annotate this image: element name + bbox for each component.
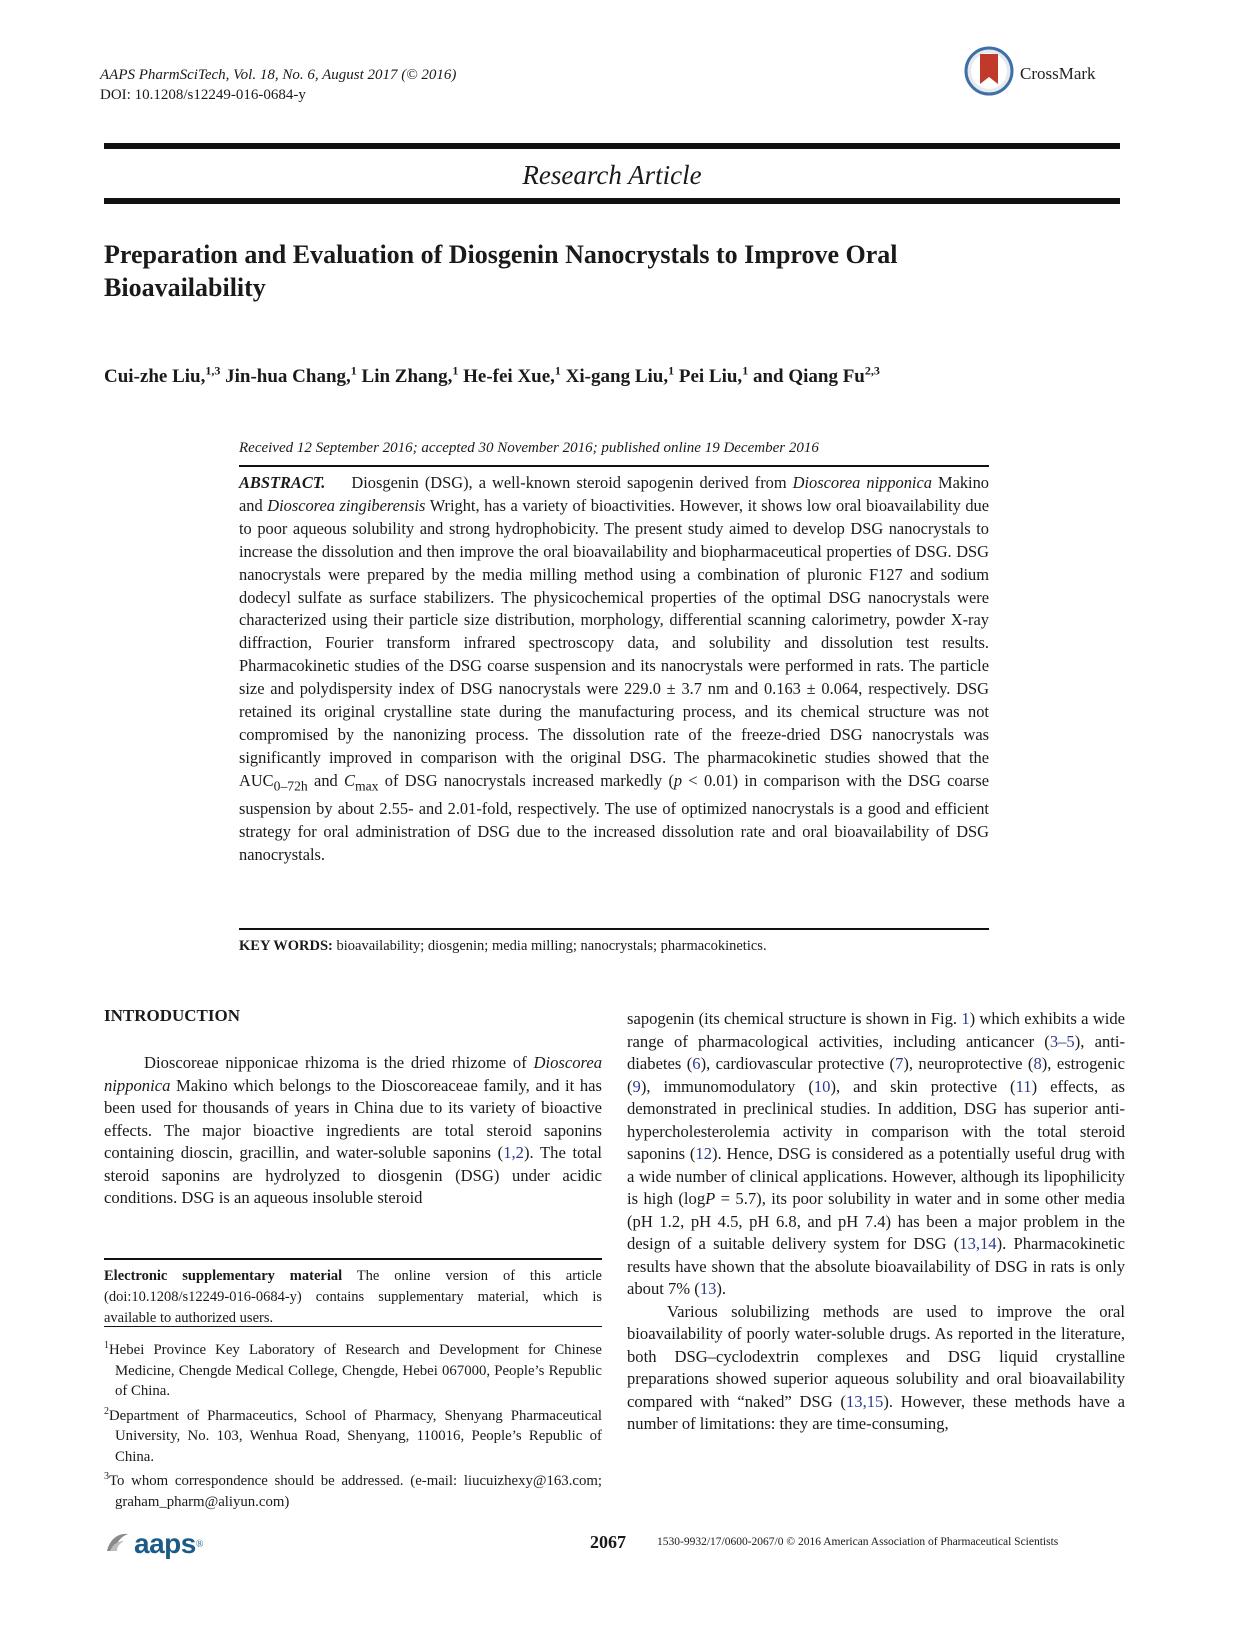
supplementary-material-note: Electronic supplementary material The online version of this article (doi:10.1208/s12249-016-0684-y) contains supplementary material, which is available to authorized users. bbox=[104, 1268, 602, 1326]
doi: DOI: 10.1208/s12249-016-0684-y bbox=[100, 87, 306, 103]
page-number: 2067 bbox=[590, 1532, 626, 1552]
aaps-wordmark: aaps bbox=[134, 1528, 196, 1559]
section-heading-introduction: INTRODUCTION bbox=[104, 1006, 241, 1025]
author[interactable]: Jin-hua Chang,$^1$ bbox=[225, 364, 357, 388]
author[interactable]: Pei Liu,$^1$ bbox=[678, 364, 749, 388]
top-rule bbox=[104, 143, 1120, 149]
aaps-swoosh-icon bbox=[104, 1531, 130, 1558]
citation-link[interactable]: 6 bbox=[692, 1054, 701, 1073]
citation-link[interactable]: 7 bbox=[895, 1054, 904, 1073]
author[interactable]: Cui-zhe Liu,$^{1,3}$ bbox=[104, 364, 221, 388]
author[interactable]: Lin Zhang,$^1$ bbox=[361, 364, 459, 388]
crossmark-label: CrossMark bbox=[1020, 63, 1096, 83]
crossmark-icon bbox=[964, 46, 1014, 101]
affiliations bbox=[104, 1336, 602, 1513]
citation-link[interactable]: 8 bbox=[1033, 1054, 1042, 1073]
citation-link[interactable]: 1,2 bbox=[503, 1143, 524, 1162]
citation-link[interactable]: 13 bbox=[699, 1279, 717, 1298]
keywords-label: KEY WORDS: bbox=[239, 938, 333, 954]
abstract-label: ABSTRACT. bbox=[239, 473, 326, 492]
esm-label: Electronic supplementary material bbox=[104, 1268, 343, 1284]
article-type: Research Article bbox=[522, 160, 702, 190]
footnote-rule bbox=[104, 1258, 602, 1260]
abstract: ABSTRACT. Diosgenin (DSG), a well-known steroid sapogenin derived from Dioscorea nipponica Makino and Dioscorea zingiberensis Wright, has a variety of bioactivities. However, it shows low oral bioavailability due to poor aqueous solubility and strong hydrophobicity. The present study aimed to develop DSG nanocrystals to increase the dissolution and then improve the oral bioavailability and biopharmaceutical properties of DSG. DSG nanocrystals were prepared by the media milling method using a combination of pluronic F127 and sodium dodecyl sulfate as surface stabilizers. The physicochemical properties of the optimal DSG nanocrystals were characterized using their particle size distribution, morphology, differential scanning calorimetry, powder X-ray diffraction, Fourier transform infrared spectroscopy data, and solubility and dissolution test results. Pharmacokinetic studies of the DSG coarse suspension and its nanocrystals were performed in rats. The particle size and polydispersity index of DSG nanocrystals were 229.0 ± 3.7 nm and 0.163 ± 0.064, respectively. DSG retained its original crystalline state during the manufacturing process, and its chemical structure was not compromised by the nanonizing process. The dissolution rate of the freeze-dried DSG nanocrystals was significantly improved in comparison with the original DSG. The pharmacokinetic studies showed that the $AUC_{0-72h}$ and $C_{max}$ of DSG nanocrystals increased markedly (p < 0.01) in comparison with the DSG coarse suspension by about 2.55- and 2.01-fold, respectively. The use of optimized nanocrystals is a good and efficient strategy for oral administration of DSG due to the increased dissolution rate and oral bioavailability of DSG nanocrystals. bbox=[239, 473, 990, 864]
aaps-logo bbox=[104, 1528, 203, 1560]
author-list bbox=[104, 364, 880, 388]
registered-mark: ® bbox=[195, 1538, 204, 1550]
journal-citation: AAPS PharmSciTech, Vol. 18, No. 6, August 2017 (© 2016) bbox=[100, 67, 457, 83]
citation-link[interactable]: 13,15 bbox=[845, 1391, 884, 1411]
intro-paragraph-2: Various solubilizing methods are used to improve the oral bioavailability of poorly water-soluble drugs. As reported in the literature, both DSG–cyclodextrin complexes and DSG liquid crystalline preparations showed superior aqueous solubility and oral bioavailability compared with “naked” DSG (13,15). However, these methods have a number of limitations: they are time-consuming, bbox=[627, 1301, 1126, 1433]
article-title: Preparation and Evaluation of Diosgenin Nanocrystals to Improve Oral Bioavailability bbox=[104, 240, 898, 302]
citation-link[interactable]: 9 bbox=[632, 1076, 641, 1096]
correspondence-note: $^3$To whom correspondence should be addressed. (e-mail: liucuizhexy@163.com; graham_pharm@aliyun.com) bbox=[104, 1471, 602, 1510]
citation-link[interactable]: 10 bbox=[813, 1076, 831, 1096]
author[interactable]: He-fei Xue,$^1$ bbox=[463, 364, 561, 388]
affiliation-1: $^1$Hebei Province Key Laboratory of Research and Development for Chinese Medicine, Chengde Medical College, Chengde, Hebei 067000, People’s Republic of China. bbox=[104, 1340, 602, 1400]
citation-link[interactable]: 13,14 bbox=[959, 1234, 997, 1253]
affiliation-2: $^2$Department of Pharmaceutics, School of Pharmacy, Shenyang Pharmaceutical University, No. 103, Wenhua Road, Shenyang, 110016, People’s Republic of China. bbox=[104, 1405, 602, 1465]
header-rule bbox=[104, 198, 1120, 204]
author[interactable]: and Qiang Fu$^{2,3}$ bbox=[752, 364, 880, 388]
keywords: KEY WORDS: bioavailability; diosgenin; media milling; nanocrystals; pharmacokinetics. bbox=[239, 938, 767, 954]
crossmark-badge[interactable] bbox=[964, 46, 1096, 101]
author[interactable]: Xi-gang Liu,$^1$ bbox=[565, 364, 675, 388]
citation-link[interactable]: 11 bbox=[1015, 1076, 1032, 1096]
esm-rule bbox=[104, 1326, 602, 1327]
received-dates: Received 12 September 2016; accepted 30 November 2016; published online 19 December 2016 bbox=[239, 440, 819, 456]
copyright-line: 1530-9932/17/0600-2067/0 © 2016 American Association of Pharmaceutical Scientists bbox=[657, 1536, 1059, 1548]
abstract-top-rule bbox=[239, 465, 989, 467]
intro-paragraph-continued: sapogenin (its chemical structure is shown in Fig. 1) which exhibits a wide range of pharmacological activities, including anticancer (3–5), anti-diabetes (6), cardiovascular protective (7), neuroprotective (8), estrogenic (9), immunomodulatory (10), and skin protective (11) effects, as demonstrated in preclinical studies. In addition, DSG has superior anti-hypercholesterolemia activity in comparison with the total steroid saponins (12). Hence, DSG is considered as a potentially useful drug with a wide number of clinical applications. However, although its lipophilicity is high (logP = 5.7), its poor solubility in water and in some other media (pH 1.2, pH 4.5, pH 6.8, and pH 7.4) has been a major problem in the design of a suitable delivery system for DSG (13,14). Pharmacokinetic results have shown that the absolute bioavailability of DSG in rats is only about 7% (13). Various solubilizing methods are used to improve the oral bioavailability of poorly water-soluble drugs. As reported in the literature, both DSG–cyclodextrin complexes and DSG liquid crystalline preparations showed superior aqueous solubility and oral bioavailability compared with “naked” DSG (13,15). However, these methods have a number of limitations: they are time-consuming, bbox=[627, 1008, 1125, 1436]
citation-link[interactable]: 3–5 bbox=[1049, 1031, 1075, 1051]
figure-link[interactable]: 1 bbox=[961, 1009, 970, 1028]
citation-link[interactable]: 12 bbox=[695, 1144, 712, 1163]
intro-paragraph: Dioscoreae nipponicae rhizoma is the dried rhizome of Dioscorea nipponica Makino which belongs to the Dioscoreaceae family, and it has been used for thousands of years in China due to its variety of bioactive effects. The major bioactive ingredients are total steroid saponins containing dioscin, gracillin, and water-soluble saponins (1,2). The total steroid saponins are hydrolyzed to diosgenin (DSG) under acidic conditions. DSG is an aqueous insoluble steroid bbox=[104, 1053, 603, 1207]
abstract-bottom-rule bbox=[239, 928, 989, 930]
